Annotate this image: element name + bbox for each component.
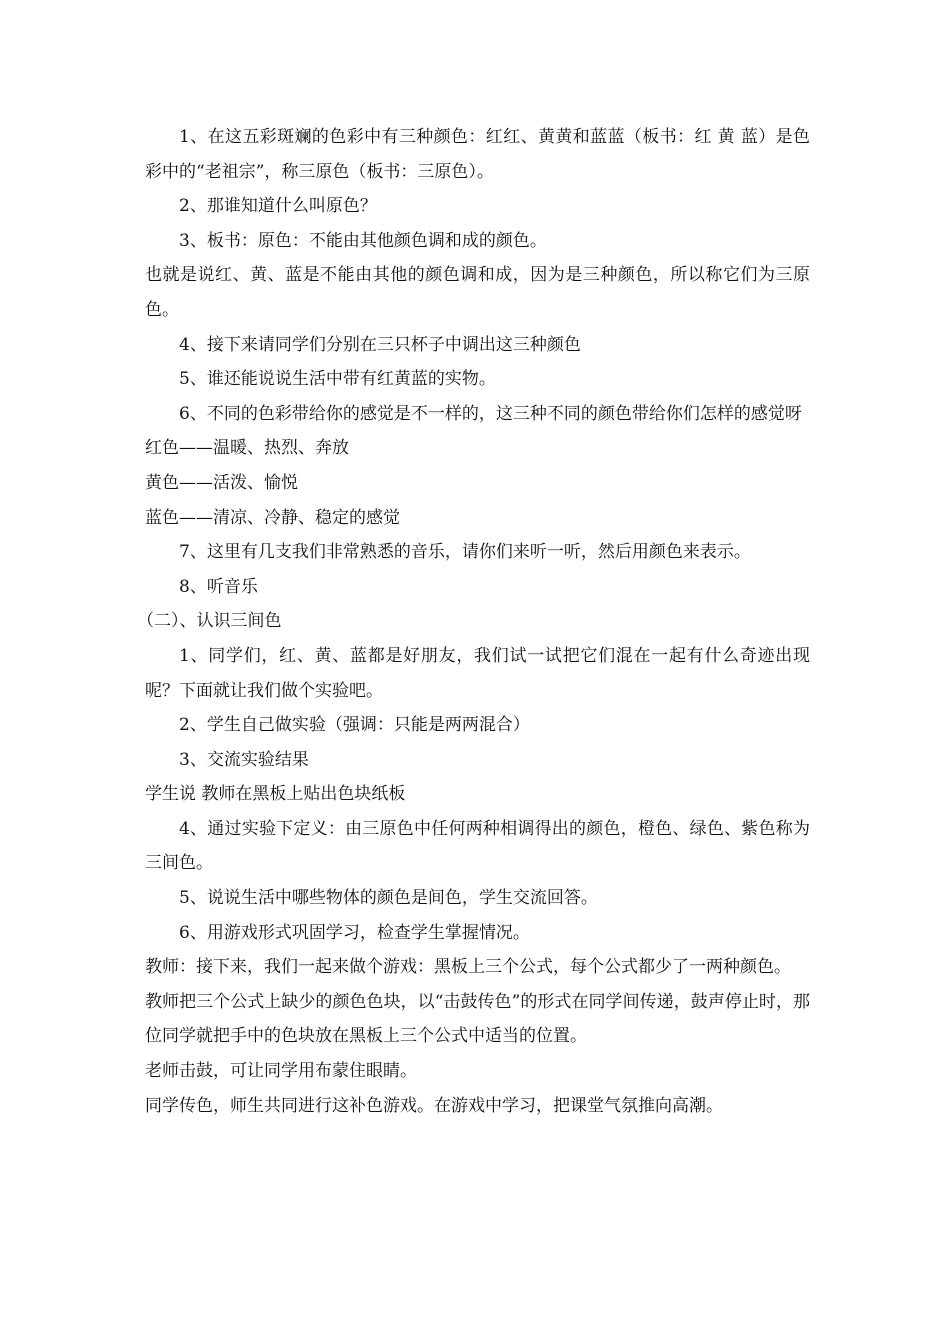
paragraph-11: 2、学生自己做实验（强调：只能是两两混合） xyxy=(179,715,530,736)
paragraph-9: 8、听音乐 xyxy=(179,576,258,597)
paragraph-13: 学生说 教师在黑板上贴出色块纸板 xyxy=(145,784,406,805)
paragraph-15: 5、说说生活中哪些物体的颜色是间色，学生交流回答。 xyxy=(179,888,598,909)
section-heading: （二）、认识三间色 xyxy=(137,611,282,632)
paragraph-7: 6、不同的色彩带给你的感觉是不一样的，这三种不同的颜色带给你们怎样的感觉呀 xyxy=(179,403,802,424)
paragraph-3: 3、板书：原色：不能由其他颜色调和成的颜色。 xyxy=(179,230,547,251)
paragraph-20: 同学传色，师生共同进行这补色游戏。在游戏中学习，把课堂气氛推向高潮。 xyxy=(145,1095,723,1116)
paragraph-6: 5、谁还能说说生活中带有红黄蓝的实物。 xyxy=(179,369,496,390)
paragraph-14: 4、通过实验下定义：由三原色中任何两种相调得出的颜色，橙色、绿色、紫色称为三间色。 xyxy=(145,818,810,874)
paragraph-10: 1、同学们，红、黄、蓝都是好朋友，我们试一试把它们混在一起有什么奇迹出现呢？下面就让我们做个实验吧。 xyxy=(145,645,810,701)
paragraph-18: 教师把三个公式上缺少的颜色色块，以“击鼓传色”的形式在同学间传递，鼓声停止时，那位同学就把手中的色块放在黑板上三个公式中适当的位置。 xyxy=(145,991,810,1047)
paragraph-red: 红色——温暖、热烈、奔放 xyxy=(145,438,349,459)
paragraph-yellow: 黄色——活泼、愉悦 xyxy=(145,472,298,493)
paragraph-19: 老师击鼓，可让同学用布蒙住眼睛。 xyxy=(145,1061,417,1082)
paragraph-8: 7、这里有几支我们非常熟悉的音乐，请你们来听一听，然后用颜色来表示。 xyxy=(179,542,751,563)
paragraph-5: 4、接下来请同学们分别在三只杯子中调出这三种颜色 xyxy=(179,334,581,355)
document-body xyxy=(137,120,810,1123)
paragraph-1: 1、在这五彩斑斓的色彩中有三种颜色：红红、黄黄和蓝蓝（板书：红 黄 蓝）是色彩中的“老祖宗”，称三原色（板书：三原色）。 xyxy=(145,127,810,182)
paragraph-17: 教师：接下来，我们一起来做个游戏：黑板上三个公式，每个公式都少了一两种颜色。 xyxy=(145,957,791,978)
paragraph-blue: 蓝色——清凉、冷静、稳定的感觉 xyxy=(145,507,400,528)
paragraph-12: 3、交流实验结果 xyxy=(179,749,309,770)
paragraph-4: 也就是说红、黄、蓝是不能由其他的颜色调和成，因为是三种颜色，所以称它们为三原色。 xyxy=(145,265,810,320)
paragraph-2: 2、那谁知道什么叫原色？ xyxy=(179,196,377,217)
paragraph-16: 6、用游戏形式巩固学习，检查学生掌握情况。 xyxy=(179,922,530,943)
